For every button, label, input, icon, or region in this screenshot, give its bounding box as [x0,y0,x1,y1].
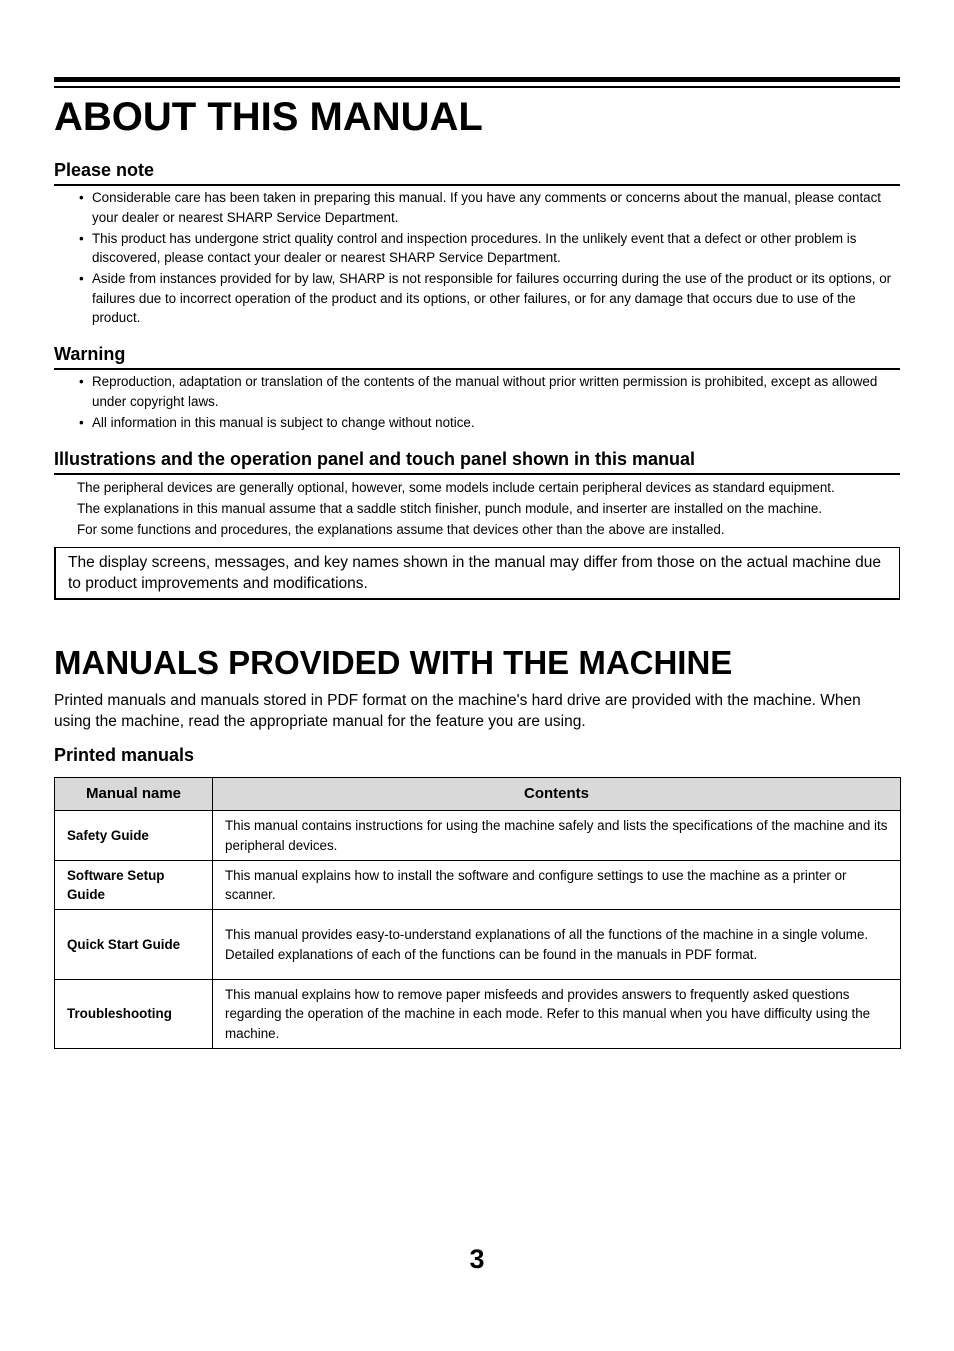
manual-name-cell: Troubleshooting [55,980,213,1049]
column-header-contents: Contents [213,778,901,811]
paragraph: For some functions and procedures, the explanations assume that devices other than the above are installed. [77,522,725,537]
manuals-title: MANUALS PROVIDED WITH THE MACHINE [54,644,733,681]
contents-cell [213,910,901,980]
list-item: • Aside from instances provided for by law, SHARP is not responsible for failures occurring during the use of the product or its options, or failures due to incorrect operation of the product and its options, or other failures, or for any damage that occurs due to use of the product. [78,269,900,328]
illustrations-heading: Illustrations and the operation panel and touch panel shown in this manual [54,448,900,475]
contents-line: This manual provides easy-to-understand explanations of all the functions of the machine in a single volume. [225,927,869,942]
manual-name-cell: Safety Guide [55,811,213,861]
notice-box: The display screens, messages, and key names shown in the manual may differ from those on the actual machine due to product improvements and modifications. [54,547,900,600]
contents-cell [213,861,901,910]
printed-manuals-table [54,777,901,1049]
warning-list [78,372,900,434]
paragraph: The explanations in this manual assume that a saddle stitch finisher, punch module, and inserter are installed on the machine. [77,501,823,516]
top-rule-thick [54,77,900,82]
table-row [55,861,901,910]
table-row [55,910,901,980]
printed-manuals-heading: Printed manuals [54,745,195,765]
contents-cell [213,811,901,861]
list-item: • Considerable care has been taken in preparing this manual. If you have any comments or concerns about the manual, please contact your dealer or nearest SHARP Service Department. [78,188,900,227]
list-item: • All information in this manual is subject to change without notice. [78,413,900,433]
illustrations-text [77,477,900,540]
table-row [55,811,901,861]
contents-line: This manual explains how to install the software and configure settings to use the machine as a printer or scanner. [225,867,847,902]
list-item: • This product has undergone strict quality control and inspection procedures. In the unlikely event that a defect or other problem is discovered, please contact your dealer or nearest SHARP Service Department. [78,229,900,268]
please-note-list [78,188,900,329]
list-item: • Reproduction, adaptation or translation of the contents of the manual without prior written permission is prohibited, except as allowed under copyright laws. [78,372,900,411]
contents-line: Detailed explanations of each of the functions can be found in the manuals in PDF format. [225,946,758,962]
contents-line: This manual explains how to remove paper misfeeds and provides answers to frequently asked questions regarding the operation of the machine in each mode. Refer to this manual when you have difficulty using the machine. [225,986,871,1041]
top-rule-thin [54,86,900,88]
warning-heading: Warning [54,343,900,370]
page-number: 3 [469,1244,485,1274]
manual-name-cell: Quick Start Guide [55,910,213,980]
table-row [55,980,901,1049]
contents-cell [213,980,901,1049]
table-header-row [55,778,901,811]
paragraph: The peripheral devices are generally optional, however, some models include certain peripheral devices as standard equipment. [77,480,835,495]
manual-name-cell: Software Setup Guide [55,861,213,910]
contents-line: This manual contains instructions for using the machine safely and lists the specifications of the machine and its peripheral devices. [225,818,888,853]
column-header-manual-name: Manual name [55,778,213,811]
please-note-heading: Please note [54,159,900,186]
about-title: ABOUT THIS MANUAL [54,95,483,139]
manuals-intro: Printed manuals and manuals stored in PDF format on the machine's hard drive are provided with the machine. When using the machine, read the appropriate manual for the feature you are using. [54,692,861,730]
